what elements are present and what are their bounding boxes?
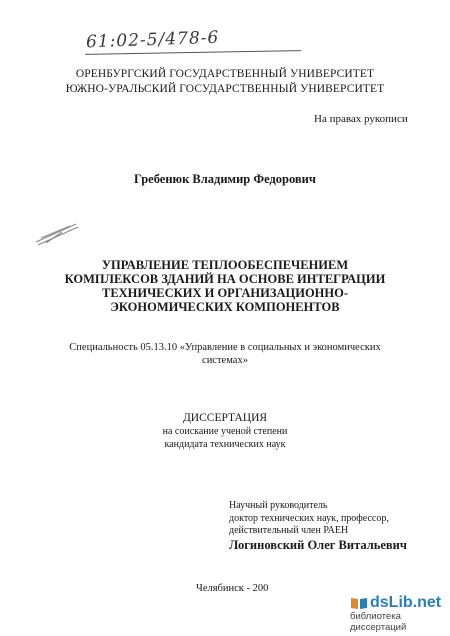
university-name-1: ОРЕНБУРГСКИЙ ГОСУДАРСТВЕННЫЙ УНИВЕРСИТЕТ bbox=[75, 68, 375, 80]
specialty-line-1: Специальность 05.13.10 «Управление в социальных и экономических bbox=[69, 342, 381, 353]
supervisor-role: Научный руководитель bbox=[229, 500, 328, 511]
watermark-subtitle: библиотека диссертаций bbox=[350, 611, 407, 633]
dissertation-title-line-3: ТЕХНИЧЕСКИХ И ОРГАНИЗАЦИОННО- bbox=[101, 286, 349, 300]
university-name-2: ЮЖНО-УРАЛЬСКИЙ ГОСУДАРСТВЕННЫЙ УНИВЕРСИТЕТ bbox=[65, 83, 385, 95]
supervisor-membership: действительный член РАЕН bbox=[229, 525, 349, 536]
dissertation-label: ДИССЕРТАЦИЯ bbox=[182, 412, 268, 424]
handwritten-catalog-number: 61:02-5/478-6 bbox=[85, 27, 220, 53]
supervisor-degree: доктор технических наук, профессор, bbox=[229, 513, 389, 524]
manuscript-rights-note: На правах рукописи bbox=[314, 113, 408, 125]
dslib-watermark[interactable] bbox=[350, 594, 450, 633]
dissertation-title-line-4: ЭКОНОМИЧЕСКИХ КОМПОНЕНТОВ bbox=[110, 300, 340, 314]
book-icon bbox=[350, 596, 368, 610]
degree-type-line: кандидата технических наук bbox=[164, 439, 286, 450]
city-year: Челябинск - 200 bbox=[196, 583, 269, 594]
degree-seeking-line: на соискание ученой степени bbox=[162, 426, 288, 437]
dissertation-title-line-2: КОМПЛЕКСОВ ЗДАНИЙ НА ОСНОВЕ ИНТЕГРАЦИИ bbox=[64, 272, 386, 286]
dissertation-title-line-1: УПРАВЛЕНИЕ ТЕПЛООБЕСПЕЧЕНИЕМ bbox=[101, 258, 349, 272]
author-name: Гребенюк Владимир Федорович bbox=[134, 172, 316, 186]
supervisor-name: Логиновский Олег Витальевич bbox=[229, 538, 407, 552]
specialty-line-2: системах» bbox=[202, 355, 248, 366]
stamp-mark bbox=[32, 218, 82, 253]
watermark-brand: dsLib.net bbox=[370, 594, 442, 611]
